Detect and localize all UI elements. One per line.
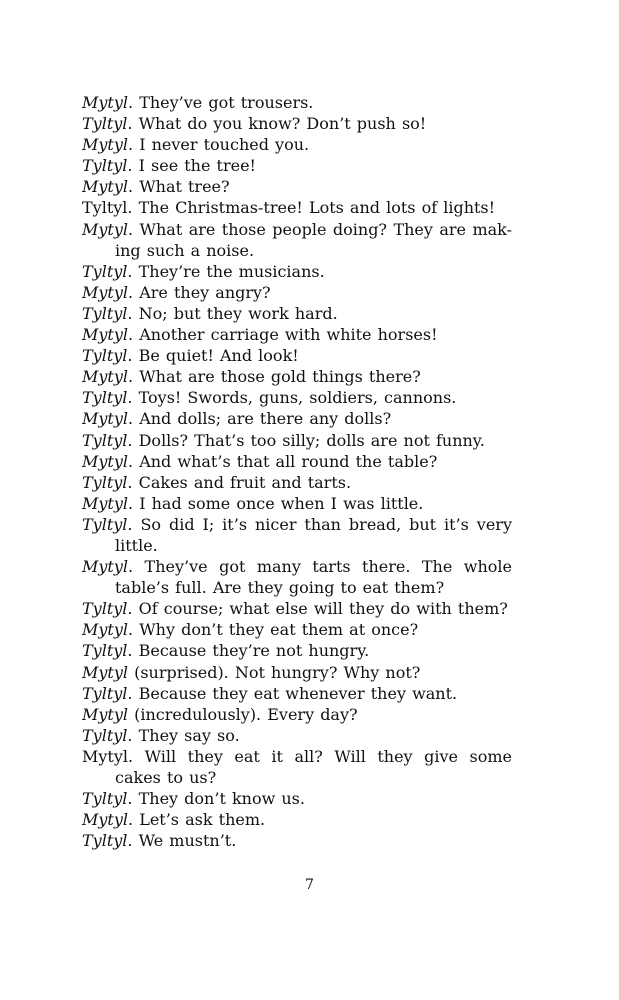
dialogue-line <box>82 92 512 113</box>
line-text: I never touched you. <box>133 135 310 155</box>
dialogue-line <box>82 134 512 155</box>
dialogue-line <box>82 746 512 788</box>
speaker-separator: . <box>127 789 133 809</box>
line-text: They don’t know us. <box>132 789 305 809</box>
speaker-name: Tyltyl <box>82 683 128 703</box>
dialogue-line <box>82 282 512 303</box>
speaker-separator: . <box>128 620 134 640</box>
speaker-separator: . <box>128 409 134 429</box>
page-number: 7 <box>305 877 314 893</box>
line-text: I had some once when I was little. <box>133 493 424 513</box>
speaker-name: Tyltyl <box>82 388 128 408</box>
speaker-separator: . <box>127 514 133 534</box>
speaker-separator: . <box>128 219 134 239</box>
speaker-name: Tyltyl <box>82 725 128 745</box>
dialogue-line <box>82 261 512 282</box>
speaker-separator: . <box>127 156 133 176</box>
speaker-name: Mytyl <box>82 557 129 577</box>
speaker-name: Mytyl <box>82 662 129 682</box>
dialogue-line <box>82 472 512 493</box>
speaker-name: Tyltyl <box>82 472 128 492</box>
speaker-separator: . <box>128 810 134 830</box>
line-text: Dolls? That’s too silly; dolls are not funny. <box>132 430 485 450</box>
speaker-separator: . <box>128 493 134 513</box>
speaker-name: Mytyl <box>82 746 129 766</box>
dialogue-line <box>82 514 512 556</box>
speaker-separator: . <box>127 114 133 134</box>
speaker-separator: . <box>127 641 133 661</box>
speaker-separator: . <box>128 557 134 577</box>
speaker-separator: . <box>128 135 134 155</box>
dialogue-line <box>82 303 512 324</box>
line-text: What tree? <box>133 177 230 197</box>
dialogue-line <box>82 725 512 746</box>
dialogue-line <box>82 345 512 366</box>
speaker-name: Tyltyl <box>82 198 128 218</box>
speaker-name: Tyltyl <box>82 430 128 450</box>
line-text: Another carriage with white horses! <box>133 325 438 345</box>
line-text: Let’s ask them. <box>133 810 266 830</box>
dialogue-line <box>82 704 512 725</box>
speaker-name: Tyltyl <box>82 261 128 281</box>
line-text: They’re the musicians. <box>132 261 325 281</box>
line-text: What are those gold things there? <box>133 367 421 387</box>
dialogue-line <box>82 113 512 134</box>
dialogue-line <box>82 830 512 851</box>
speaker-separator: . <box>128 746 134 766</box>
speaker-name: Mytyl <box>82 282 129 302</box>
line-text: And what’s that all round the table? <box>133 451 438 471</box>
dialogue-line <box>82 598 512 619</box>
dialogue-line <box>82 451 512 472</box>
speaker-name: Mytyl <box>82 704 129 724</box>
line-text: Because they eat whenever they want. <box>132 683 458 703</box>
speaker-name: Mytyl <box>82 93 129 112</box>
dialogue-line <box>82 493 512 514</box>
speaker-separator: . <box>127 725 133 745</box>
dialogue-line <box>82 324 512 345</box>
speaker-separator: . <box>127 831 133 851</box>
speaker-separator: . <box>127 430 133 450</box>
line-text: They’ve got trousers. <box>133 93 314 112</box>
speaker-name: Mytyl <box>82 493 129 513</box>
speaker-name: Mytyl <box>82 135 129 155</box>
line-text: No; but they work hard. <box>132 303 338 323</box>
dialogue-line <box>82 662 512 683</box>
dialogue-text <box>82 92 512 851</box>
speaker-separator: . <box>128 177 134 197</box>
speaker-separator: . <box>127 261 133 281</box>
speaker-name: Mytyl <box>82 219 129 239</box>
dialogue-line <box>82 366 512 387</box>
line-text: They’ve got many tarts there. The whole table’s full. Are they going to eat them? <box>115 557 512 598</box>
speaker-name: Mytyl <box>82 325 129 345</box>
speaker-separator: . <box>128 93 134 112</box>
speaker-name: Tyltyl <box>82 114 128 134</box>
speaker-name: Mytyl <box>82 409 129 429</box>
line-text: I see the tree! <box>132 156 256 176</box>
line-text: They say so. <box>132 725 240 745</box>
line-text: We mustn’t. <box>132 831 237 851</box>
line-text: (surprised). Not hungry? Why not? <box>128 662 421 682</box>
line-text: Of course; what else will they do with them? <box>132 599 508 619</box>
speaker-name: Mytyl <box>82 451 129 471</box>
line-text: So did I; it’s nicer than bread, but it’s very little. <box>115 514 512 555</box>
line-text: The Christmas-tree! Lots and lots of lights! <box>132 198 496 218</box>
line-text: What do you know? Don’t push so! <box>132 114 427 134</box>
line-text: (incredulously). Every day? <box>128 704 358 724</box>
speaker-name: Tyltyl <box>82 789 128 809</box>
dialogue-line <box>82 619 512 640</box>
dialogue-line <box>82 788 512 809</box>
dialogue-line <box>82 219 512 261</box>
speaker-separator: . <box>128 367 134 387</box>
speaker-separator: . <box>128 451 134 471</box>
speaker-name: Mytyl <box>82 367 129 387</box>
dialogue-page <box>82 92 512 851</box>
speaker-separator: . <box>127 599 133 619</box>
line-text: Will they eat it all? Will they give some cakes to us? <box>115 746 512 787</box>
speaker-separator: . <box>127 303 133 323</box>
line-text: Cakes and fruit and tarts. <box>132 472 352 492</box>
dialogue-line <box>82 387 512 408</box>
speaker-name: Mytyl <box>82 620 129 640</box>
dialogue-line <box>82 408 512 429</box>
speaker-name: Tyltyl <box>82 599 128 619</box>
line-text: Why don’t they eat them at once? <box>133 620 419 640</box>
line-text: Are they angry? <box>133 282 271 302</box>
speaker-separator: . <box>127 683 133 703</box>
dialogue-line <box>82 809 512 830</box>
speaker-name: Mytyl <box>82 177 129 197</box>
speaker-separator: . <box>127 198 133 218</box>
speaker-name: Tyltyl <box>82 831 128 851</box>
line-text: Be quiet! And look! <box>132 346 299 366</box>
dialogue-line <box>82 197 512 218</box>
line-text: Toys! Swords, guns, soldiers, cannons. <box>132 388 457 408</box>
dialogue-line <box>82 640 512 661</box>
speaker-separator: . <box>127 472 133 492</box>
speaker-name: Tyltyl <box>82 641 128 661</box>
dialogue-line <box>82 556 512 598</box>
dialogue-line <box>82 155 512 176</box>
speaker-separator: . <box>127 388 133 408</box>
line-text: What are those people doing? They are mak-ing such a noise. <box>115 219 512 260</box>
line-text: And dolls; are there any dolls? <box>133 409 392 429</box>
speaker-name: Mytyl <box>82 810 129 830</box>
speaker-separator: . <box>128 282 134 302</box>
line-text: Because they’re not hungry. <box>132 641 370 661</box>
dialogue-line <box>82 683 512 704</box>
speaker-separator: . <box>127 346 133 366</box>
speaker-name: Tyltyl <box>82 303 128 323</box>
speaker-name: Tyltyl <box>82 514 128 534</box>
dialogue-line <box>82 430 512 451</box>
speaker-name: Tyltyl <box>82 346 128 366</box>
speaker-name: Tyltyl <box>82 156 128 176</box>
dialogue-line <box>82 176 512 197</box>
speaker-separator: . <box>128 325 134 345</box>
